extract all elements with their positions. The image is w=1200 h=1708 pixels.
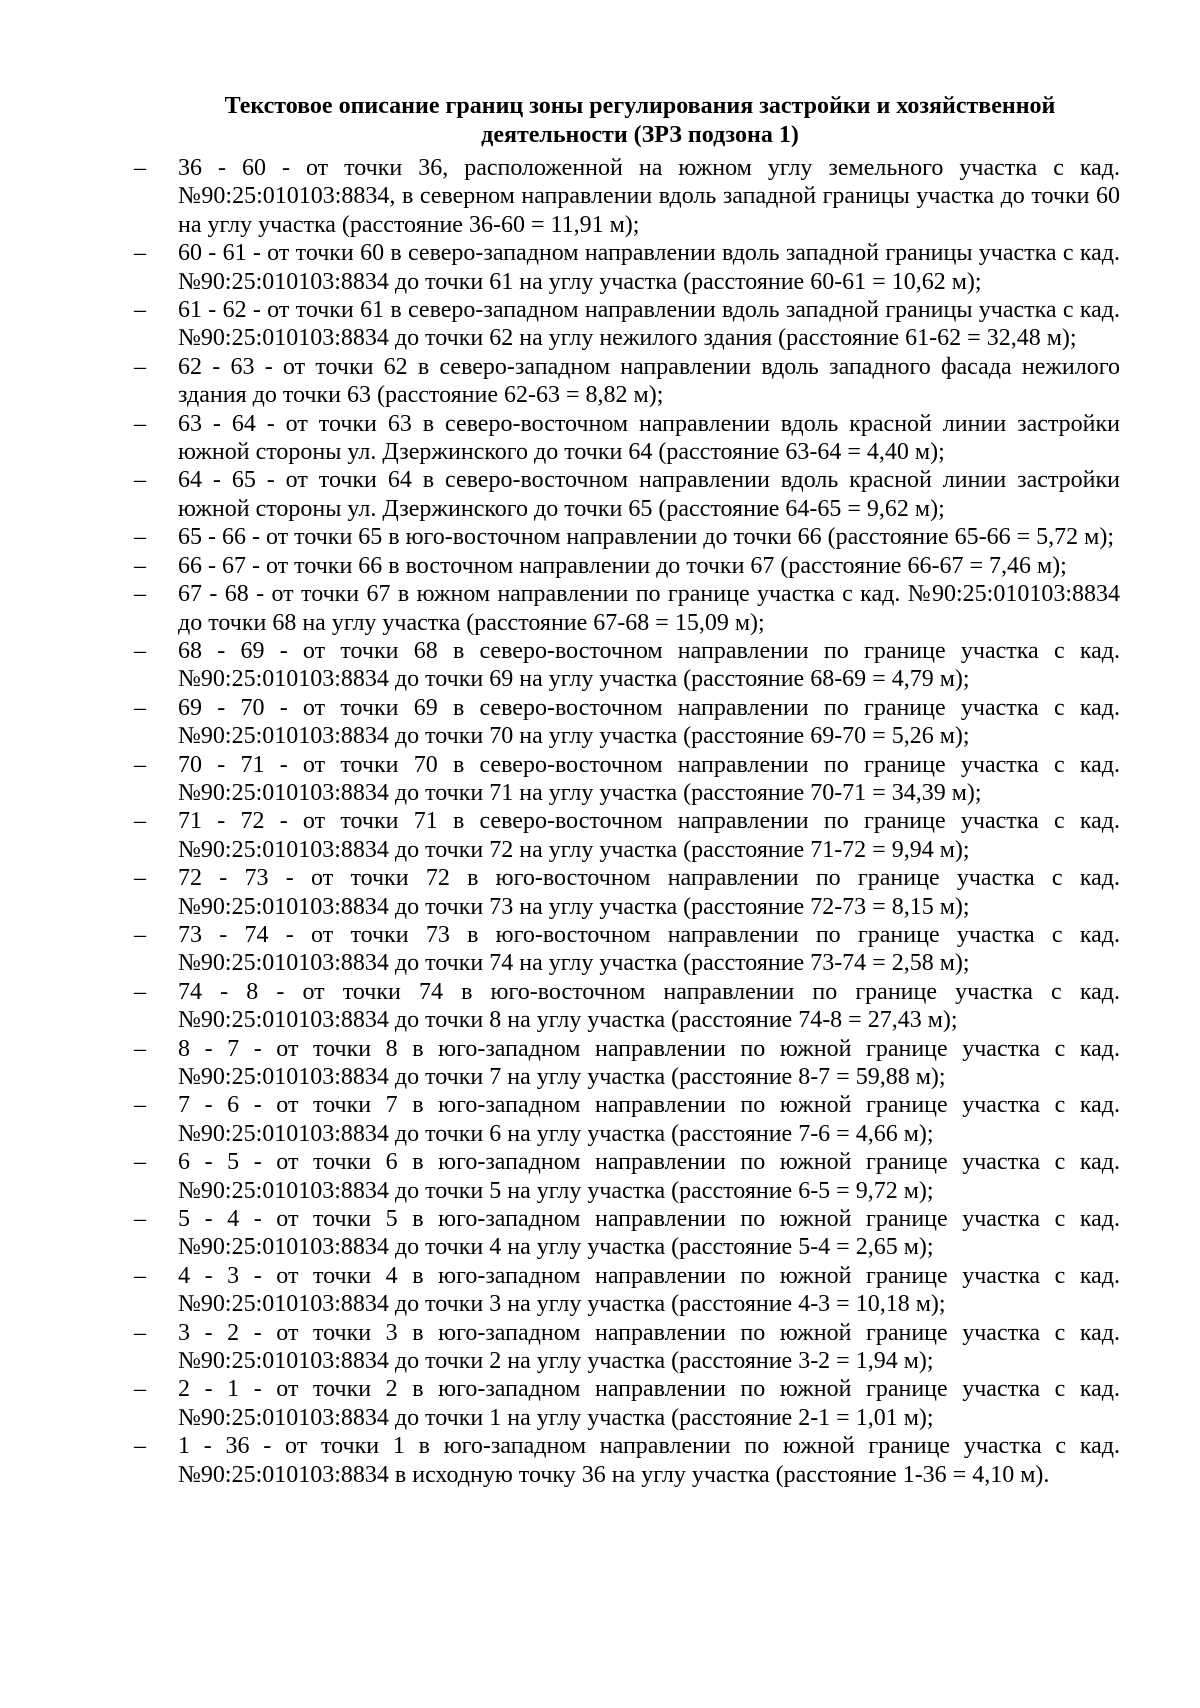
bullet-dash: – <box>134 410 146 437</box>
bullet-dash: – <box>134 155 146 181</box>
list-item <box>0 1035 1200 1092</box>
segment-text: 2 - 1 - от точки 2 в юго-западном направлении по южной границе участка с кад. №90:25:010103:8834 до точки 1 на углу участка (расстояние 2-1 = 1,01 м); <box>178 1376 1120 1431</box>
segment-text: 67 - 68 - от точки 67 в южном направлении по границе участка с кад. №90:25:010103:8834 до точки 68 на углу участка (расстояние 67-68 = 15,09 м); <box>178 581 1120 636</box>
list-item <box>0 410 1200 467</box>
bullet-dash: – <box>134 297 146 324</box>
bullet-dash: – <box>134 1206 146 1233</box>
document-title-line-1: Текстовое описание границ зоны регулирования застройки и хозяйственной <box>224 93 1056 119</box>
segment-text: 5 - 4 - от точки 5 в юго-западном направлении по южной границе участка с кад. №90:25:010103:8834 до точки 4 на углу участка (расстояние 5-4 = 2,65 м); <box>178 1206 1120 1261</box>
list-item <box>0 1091 1200 1148</box>
list-item <box>0 921 1200 978</box>
list-item <box>0 1432 1200 1489</box>
segment-text: 1 - 36 - от точки 1 в юго-западном направлении по южной границе участка с кад. №90:25:010103:8834 в исходную точку 36 на углу участка (расстояние 1-36 = 4,10 м). <box>178 1433 1120 1488</box>
boundary-segment-list <box>0 154 1200 1489</box>
bullet-dash: – <box>134 1262 146 1289</box>
bullet-dash: – <box>134 467 146 494</box>
list-item <box>0 1319 1200 1376</box>
list-item <box>0 637 1200 694</box>
bullet-dash: – <box>134 552 146 579</box>
list-item <box>0 807 1200 864</box>
document-title-line-2: деятельности (ЗРЗ подзона 1) <box>481 122 799 148</box>
bullet-dash: – <box>134 1376 146 1403</box>
list-item <box>0 751 1200 808</box>
bullet-dash: – <box>134 978 146 1005</box>
segment-text: 68 - 69 - от точки 68 в северо-восточном направлении по границе участка с кад. №90:25:010103:8834 до точки 69 на углу участка (расстояние 68-69 = 4,79 м); <box>178 637 1120 693</box>
list-item <box>0 154 1200 239</box>
list-item <box>0 466 1200 523</box>
list-item <box>0 1262 1200 1319</box>
bullet-dash: – <box>134 1035 146 1062</box>
list-item <box>0 1148 1200 1205</box>
bullet-dash: – <box>134 240 146 267</box>
segment-text: 72 - 73 - от точки 72 в юго-восточном направлении по границе участка с кад. №90:25:010103:8834 до точки 73 на углу участка (расстояние 72-73 = 8,15 м); <box>178 865 1120 920</box>
bullet-dash: – <box>134 921 146 948</box>
segment-text: 61 - 62 - от точки 61 в северо-западном направлении вдоль западной границы участка с кад. №90:25:010103:8834 до точки 62 на углу нежилого здания (расстояние 61-62 = 32,48 м); <box>178 297 1120 352</box>
bullet-dash: – <box>134 1092 146 1119</box>
bullet-dash: – <box>134 581 146 608</box>
list-item <box>0 1205 1200 1262</box>
document-title <box>175 92 1105 150</box>
segment-text: 64 - 65 - от точки 64 в северо-восточном направлении вдоль красной линии застройки южной стороны ул. Дзержинского до точки 65 (расстояние 64-65 = 9,62 м); <box>178 467 1120 522</box>
list-item <box>0 239 1200 296</box>
segment-text: 62 - 63 - от точки 62 в северо-западном направлении вдоль западного фасада нежилого здания до точки 63 (расстояние 62-63 = 8,82 м); <box>178 353 1120 409</box>
segment-text: 8 - 7 - от точки 8 в юго-западном направлении по южной границе участка с кад. №90:25:010103:8834 до точки 7 на углу участка (расстояние 8-7 = 59,88 м); <box>178 1035 1120 1090</box>
segment-text: 36 - 60 - от точки 36, расположенной на южном углу земельного участка с кад. №90:25:010103:8834, в северном направлении вдоль западной границы участка до точки 60 на углу участка (расстояние 36-60 = 11,91 м); <box>178 155 1120 238</box>
segment-text: 63 - 64 - от точки 63 в северо-восточном направлении вдоль красной линии застройки южной стороны ул. Дзержинского до точки 64 (расстояние 63-64 = 4,40 м); <box>178 410 1120 466</box>
bullet-dash: – <box>134 1319 146 1346</box>
segment-text: 73 - 74 - от точки 73 в юго-восточном направлении по границе участка с кад. №90:25:010103:8834 до точки 74 на углу участка (расстояние 73-74 = 2,58 м); <box>178 921 1120 977</box>
bullet-dash: – <box>134 694 146 721</box>
list-item <box>0 1375 1200 1432</box>
segment-text: 60 - 61 - от точки 60 в северо-западном направлении вдоль западной границы участка с кад. №90:25:010103:8834 до точки 61 на углу участка (расстояние 60-61 = 10,62 м); <box>178 240 1120 295</box>
list-item <box>0 978 1200 1035</box>
bullet-dash: – <box>134 865 146 892</box>
segment-text: 65 - 66 - от точки 65 в юго-восточном направлении до точки 66 (расстояние 65-66 = 5,72 м); <box>178 524 1114 551</box>
segment-text: 3 - 2 - от точки 3 в юго-западном направлении по южной границе участка с кад. №90:25:010103:8834 до точки 2 на углу участка (расстояние 3-2 = 1,94 м); <box>178 1319 1120 1375</box>
bullet-dash: – <box>134 751 146 778</box>
list-item <box>0 353 1200 410</box>
bullet-dash: – <box>134 808 146 835</box>
bullet-dash: – <box>134 524 146 551</box>
segment-text: 74 - 8 - от точки 74 в юго-восточном направлении по границе участка с кад. №90:25:010103:8834 до точки 8 на углу участка (расстояние 74-8 = 27,43 м); <box>178 978 1120 1034</box>
bullet-dash: – <box>134 1149 146 1176</box>
segment-text: 70 - 71 - от точки 70 в северо-восточном направлении по границе участка с кад. №90:25:010103:8834 до точки 71 на углу участка (расстояние 70-71 = 34,39 м); <box>178 751 1120 806</box>
list-item <box>0 864 1200 921</box>
list-item <box>0 552 1200 580</box>
segment-text: 69 - 70 - от точки 69 в северо-восточном направлении по границе участка с кад. №90:25:010103:8834 до точки 70 на углу участка (расстояние 69-70 = 5,26 м); <box>178 694 1120 750</box>
list-item <box>0 296 1200 353</box>
bullet-dash: – <box>134 1433 146 1460</box>
list-item <box>0 523 1200 551</box>
segment-text: 7 - 6 - от точки 7 в юго-западном направлении по южной границе участка с кад. №90:25:010103:8834 до точки 6 на углу участка (расстояние 7-6 = 4,66 м); <box>178 1092 1120 1147</box>
segment-text: 66 - 67 - от точки 66 в восточном направлении до точки 67 (расстояние 66-67 = 7,46 м); <box>178 552 1067 579</box>
bullet-dash: – <box>134 637 146 664</box>
list-item <box>0 694 1200 751</box>
list-item <box>0 580 1200 637</box>
segment-text: 71 - 72 - от точки 71 в северо-восточном направлении по границе участка с кад. №90:25:010103:8834 до точки 72 на углу участка (расстояние 71-72 = 9,94 м); <box>178 808 1120 863</box>
bullet-dash: – <box>134 353 146 380</box>
segment-text: 6 - 5 - от точки 6 в юго-западном направлении по южной границе участка с кад. №90:25:010103:8834 до точки 5 на углу участка (расстояние 6-5 = 9,72 м); <box>178 1149 1120 1204</box>
segment-text: 4 - 3 - от точки 4 в юго-западном направлении по южной границе участка с кад. №90:25:010103:8834 до точки 3 на углу участка (расстояние 4-3 = 10,18 м); <box>178 1262 1120 1318</box>
